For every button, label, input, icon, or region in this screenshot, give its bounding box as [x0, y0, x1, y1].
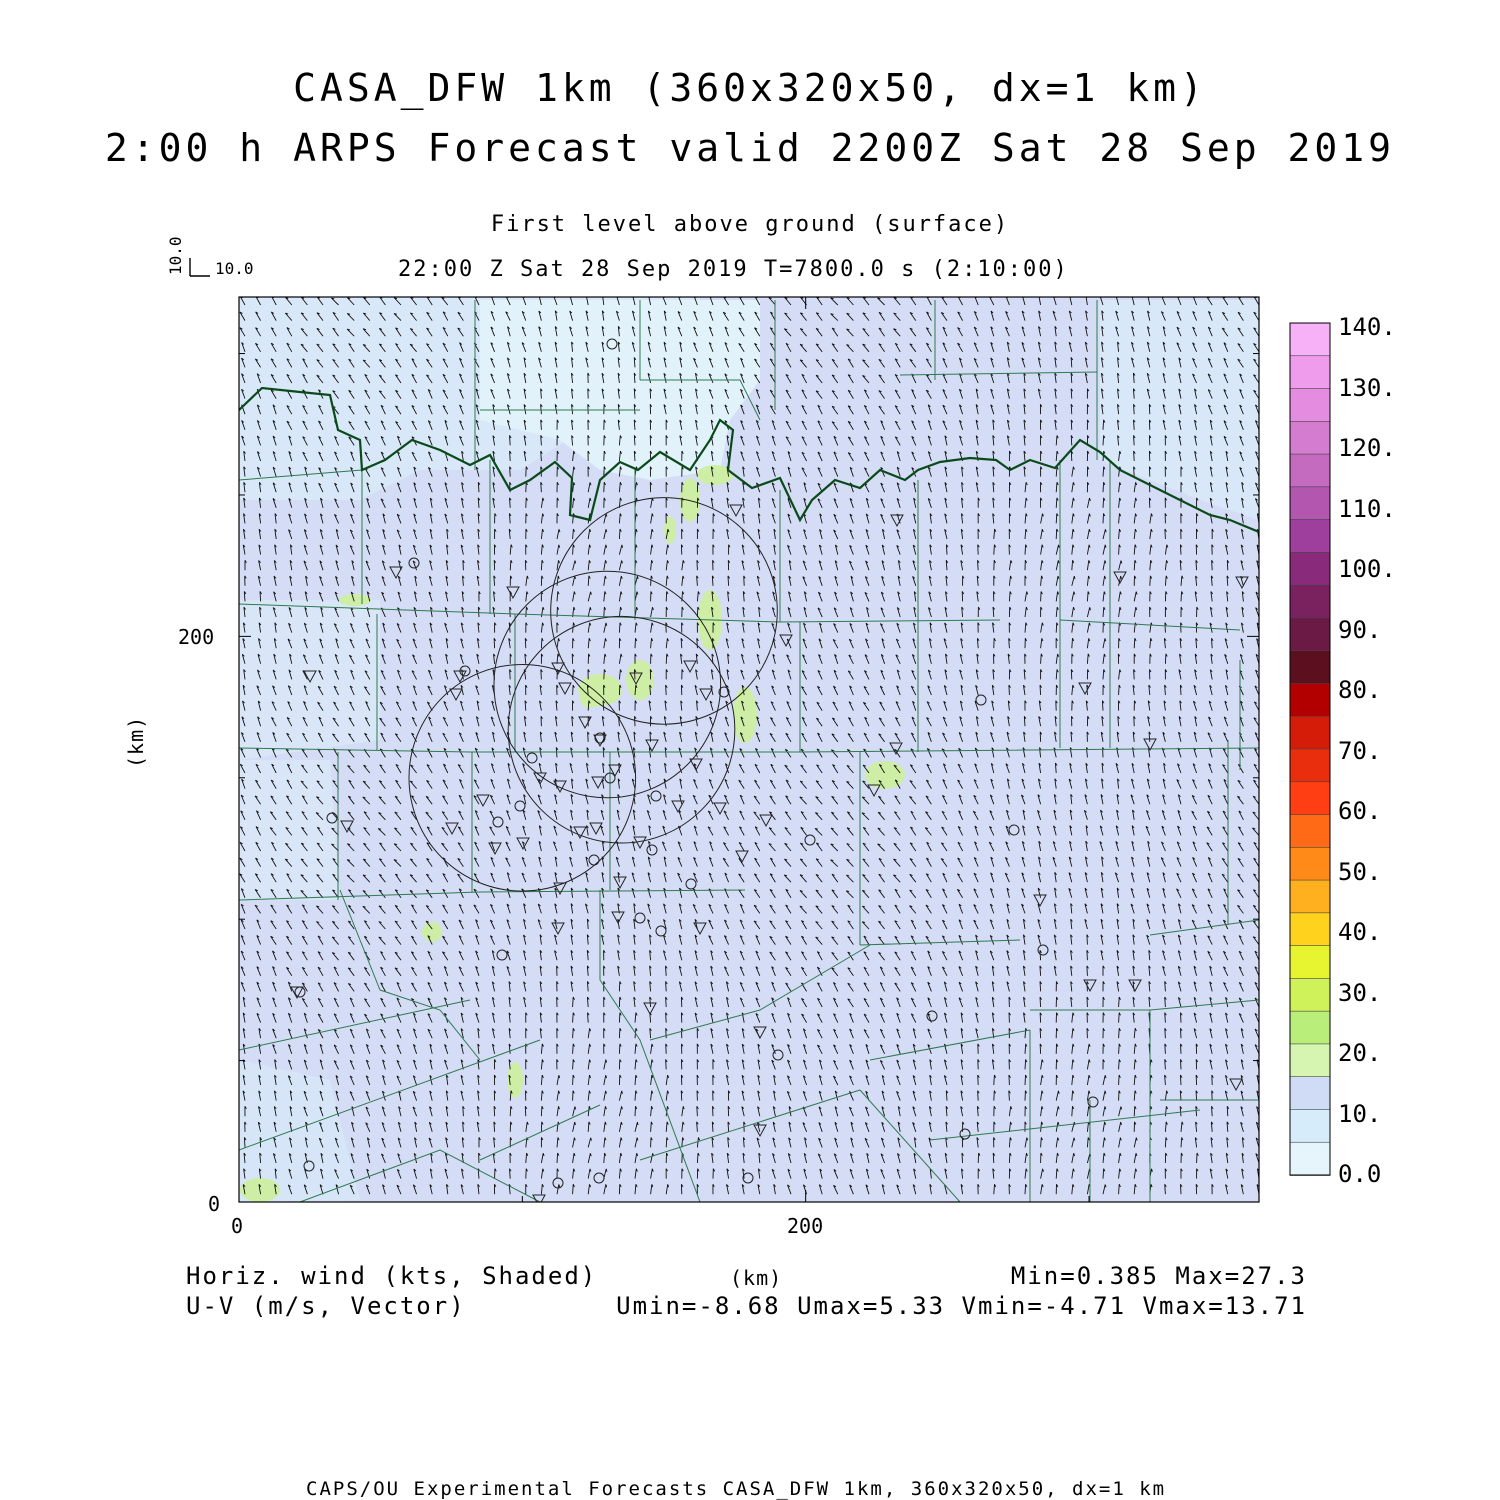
colorbar-label: 40. [1338, 918, 1382, 946]
shade-green-7 [422, 922, 442, 942]
reference-vector [190, 258, 210, 276]
colorbar-swatch [1290, 585, 1330, 618]
colorbar-swatch [1290, 913, 1330, 946]
colorbar-label: 70. [1338, 736, 1382, 765]
shade-green-2 [733, 687, 757, 743]
level-subtitle: First level above ground (surface) [490, 212, 1010, 237]
x-tick-0: 0 [231, 1214, 244, 1238]
colorbar-swatch [1290, 356, 1330, 389]
colorbar-swatch [1290, 1142, 1330, 1175]
colorbar-label: 60. [1338, 797, 1382, 825]
shade-green-10 [580, 692, 600, 708]
colorbar-label: 110. [1338, 494, 1396, 523]
shade-green-1 [626, 660, 654, 700]
colorbar-label: 100. [1338, 555, 1396, 583]
colorbar-swatch [1290, 782, 1330, 815]
colorbar-swatch [1290, 618, 1330, 651]
colorbar-label: 20. [1338, 1039, 1382, 1067]
legend-shaded: Horiz. wind (kts, Shaded) [186, 1262, 598, 1290]
colorbar-swatch [1290, 978, 1330, 1011]
colorbar-swatch [1290, 651, 1330, 684]
colorbar-swatch [1290, 716, 1330, 749]
time-subtitle: 22:00 Z Sat 28 Sep 2019 T=7800.0 s (2:10:00) [398, 257, 1069, 282]
map-title: CASA_DFW 1km (360x320x50, dx=1 km) [293, 66, 1207, 110]
colorbar-label: 10. [1338, 1099, 1382, 1128]
stats-min-max: Min=0.385 Max=27.3 [1010, 1262, 1307, 1290]
colorbar-label: 80. [1338, 676, 1382, 704]
colorbar-swatch [1290, 520, 1330, 553]
colorbar-swatch [1290, 1044, 1330, 1077]
footer-credit: CAPS/OU Experimental Forecasts CASA_DFW 1km, 360x320x50, dx=1 km [306, 1478, 1167, 1500]
reference-vector-v-label: 10.0 [166, 236, 185, 275]
colorbar-label: 140. [1338, 313, 1396, 341]
colorbar-swatch [1290, 815, 1330, 848]
colorbar-swatch [1290, 1109, 1330, 1142]
colorbar-label: 130. [1338, 373, 1396, 402]
x-tick-200: 200 [787, 1214, 824, 1238]
colorbar-swatch [1290, 1011, 1330, 1044]
colorbar-swatch [1290, 749, 1330, 782]
colorbar-label: 120. [1338, 434, 1396, 462]
colorbar-swatch [1290, 946, 1330, 979]
shade-green-8 [339, 594, 371, 606]
colorbar-label: 30. [1338, 978, 1382, 1007]
colorbar-swatch [1290, 683, 1330, 716]
forecast-title: 2:00 h ARPS Forecast valid 2200Z Sat 28 Sep 2019 [104, 126, 1396, 170]
colorbar-swatch [1290, 454, 1330, 487]
y-tick-0: 0 [208, 1192, 221, 1216]
colorbar-swatch [1290, 880, 1330, 913]
stats-uv-range: Umin=-8.68 Umax=5.33 Vmin=-4.71 Vmax=13.71 [616, 1292, 1307, 1320]
legend-vector: U-V (m/s, Vector) [186, 1292, 466, 1320]
colorbar-label: 90. [1338, 615, 1382, 644]
colorbar-swatch [1290, 1077, 1330, 1110]
colorbar-swatch [1290, 323, 1330, 356]
colorbar-swatch [1290, 847, 1330, 880]
x-axis-label: (km) [730, 1266, 783, 1290]
y-axis-label: (km) [124, 715, 148, 768]
y-tick-200: 200 [178, 625, 215, 649]
colorbar [1290, 323, 1330, 1176]
colorbar-label: 0.0 [1338, 1160, 1382, 1188]
colorbar-swatch [1290, 487, 1330, 520]
colorbar-swatch [1290, 389, 1330, 422]
reference-vector-u-label: 10.0 [215, 259, 254, 278]
colorbar-swatch [1290, 421, 1330, 454]
colorbar-label: 50. [1338, 857, 1382, 886]
colorbar-swatch [1290, 552, 1330, 585]
